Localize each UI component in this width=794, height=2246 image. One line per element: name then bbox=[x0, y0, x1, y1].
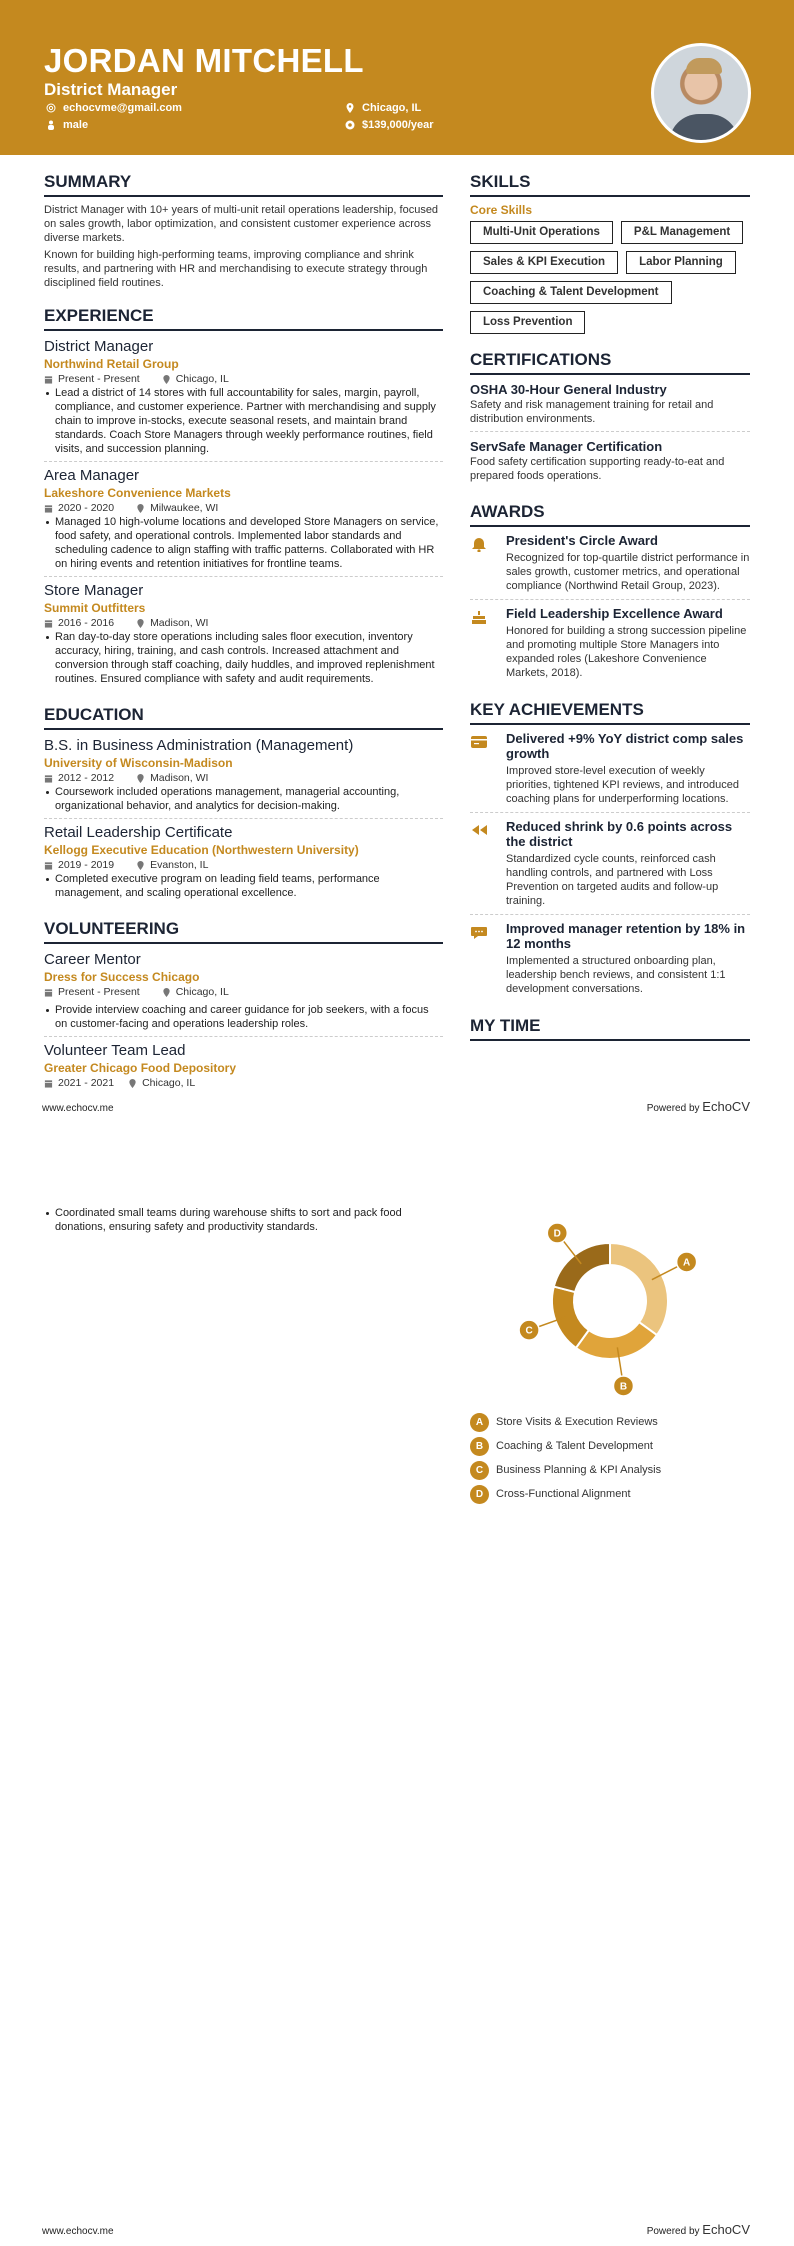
entry-location: Milwaukee, WI bbox=[150, 502, 219, 514]
pin-icon bbox=[128, 1079, 137, 1088]
contact-location bbox=[345, 102, 421, 114]
callout-label: B bbox=[619, 1381, 628, 1393]
awards-section bbox=[470, 502, 750, 686]
item-title: Reduced shrink by 0.6 points across the district bbox=[506, 819, 733, 849]
entry-bullet: Coursework included operations management, managerial accounting, organizational behavior, and analytics for decision-making. bbox=[44, 785, 443, 813]
legend-badge: D bbox=[470, 1485, 489, 1504]
entry-title: Career Mentor bbox=[44, 951, 141, 968]
volunteer-entry bbox=[44, 1041, 443, 1095]
section-heading: SKILLS bbox=[470, 172, 750, 197]
footer-powered bbox=[647, 2222, 750, 2237]
chat-icon bbox=[470, 924, 488, 940]
section-heading: VOLUNTEERING bbox=[44, 919, 443, 944]
legend-badge: C bbox=[470, 1461, 489, 1480]
section-heading: CERTIFICATIONS bbox=[470, 350, 750, 375]
entry-dates: 2019 - 2019 bbox=[58, 859, 115, 871]
money-icon bbox=[345, 120, 355, 130]
entry-dates: Present - Present bbox=[58, 986, 140, 998]
entry-org: Northwind Retail Group bbox=[44, 357, 179, 371]
mytime-chart-area bbox=[470, 1206, 750, 1506]
callout-label: A bbox=[683, 1257, 691, 1269]
legend-item bbox=[470, 1458, 750, 1482]
resume-header bbox=[0, 0, 794, 155]
entry-meta bbox=[44, 616, 443, 630]
item-desc: Improved store-level execution of weekly priorities, tightened KPI reviews, and introduced coaching plans for underperforming locations. bbox=[506, 765, 739, 805]
section-heading: KEY ACHIEVEMENTS bbox=[470, 700, 750, 725]
at-icon bbox=[46, 103, 56, 113]
candidate-title: District Manager bbox=[44, 80, 178, 99]
certification-item bbox=[470, 438, 750, 488]
experience-entry bbox=[44, 466, 443, 577]
education-entry bbox=[44, 823, 443, 905]
calendar-icon bbox=[44, 504, 53, 513]
entry-dates: 2020 - 2020 bbox=[58, 502, 115, 514]
brand-text: EchoCV bbox=[702, 1099, 750, 1114]
pin-icon bbox=[162, 375, 171, 384]
entry-org: Greater Chicago Food Depository bbox=[44, 1061, 237, 1075]
entry-dates: 2021 - 2021 bbox=[58, 1077, 115, 1089]
volunteer-entry-continued bbox=[44, 1206, 443, 1234]
calendar-icon bbox=[44, 1079, 53, 1088]
powered-text: Powered by bbox=[646, 1103, 700, 1114]
time-donut-chart bbox=[500, 1214, 720, 1404]
award-item bbox=[470, 606, 750, 686]
donut-slice bbox=[554, 1243, 610, 1292]
skill-tag: Sales & KPI Execution bbox=[470, 251, 618, 274]
skills-subheading: Core Skills bbox=[470, 203, 533, 217]
legend-badge: B bbox=[470, 1437, 489, 1456]
entry-org: Lakeshore Convenience Markets bbox=[44, 486, 231, 500]
skill-tag: P&L Management bbox=[621, 221, 743, 244]
legend-item bbox=[470, 1482, 750, 1506]
legend-label: Business Planning & KPI Analysis bbox=[496, 1464, 662, 1476]
legend-label: Cross-Functional Alignment bbox=[496, 1488, 631, 1500]
cert-desc: Food safety certification supporting ready-to-eat and prepared foods operations. bbox=[470, 456, 725, 482]
item-title: Field Leadership Excellence Award bbox=[506, 606, 723, 621]
legend-label: Store Visits & Execution Reviews bbox=[496, 1416, 658, 1428]
entry-bullet: Completed executive program on leading field teams, performance management, and scaling operational excellence. bbox=[44, 872, 443, 900]
entry-title: Volunteer Team Lead bbox=[44, 1042, 186, 1059]
experience-entry bbox=[44, 337, 443, 462]
calendar-icon bbox=[44, 375, 53, 384]
right-column bbox=[470, 172, 750, 1047]
entry-org: Kellogg Executive Education (Northwestern University) bbox=[44, 843, 359, 857]
legend-badge: A bbox=[470, 1413, 489, 1432]
page-two-footer bbox=[0, 2222, 794, 2237]
entry-dates: 2016 - 2016 bbox=[58, 617, 115, 629]
entry-title: B.S. in Business Administration (Management) bbox=[44, 737, 354, 754]
calendar-icon bbox=[44, 861, 53, 870]
legend-item bbox=[470, 1434, 750, 1458]
summary-paragraph: District Manager with 10+ years of multi-unit retail operations leadership, focused on sales growth, labor optimization, and consistent customer experience across diverse markets. bbox=[44, 204, 439, 244]
entry-location: Madison, WI bbox=[150, 617, 209, 629]
footer-site-link[interactable]: www.echocv.me bbox=[42, 2226, 114, 2237]
contact-gender bbox=[46, 119, 88, 131]
entry-meta bbox=[44, 372, 443, 386]
item-desc: Honored for building a strong succession pipeline and promoting multiple Store Managers into expanded roles (Lakeshore Convenience Markets, 2018). bbox=[506, 625, 747, 679]
footer-powered bbox=[647, 1099, 750, 1114]
award-item bbox=[470, 533, 750, 600]
chart-legend bbox=[470, 1410, 750, 1506]
item-title: Improved manager retention by 18% in 12 months bbox=[506, 921, 746, 951]
donut-slice bbox=[552, 1287, 589, 1348]
achievement-item bbox=[470, 921, 750, 1002]
entry-org: University of Wisconsin-Madison bbox=[44, 756, 233, 770]
calendar-icon bbox=[44, 619, 53, 628]
cake-icon bbox=[470, 609, 488, 625]
card-icon bbox=[470, 734, 488, 750]
pin-icon bbox=[136, 619, 145, 628]
summary-paragraph: Known for building high-performing teams, improving compliance and shrink results, and partnering with HR and merchandising to execute strategy through disciplined field routines. bbox=[44, 249, 428, 289]
experience-entry bbox=[44, 581, 443, 691]
cert-desc: Safety and risk management training for retail and distribution environments. bbox=[470, 399, 714, 425]
donut-slice bbox=[576, 1322, 657, 1359]
summary-section bbox=[44, 172, 443, 290]
entry-bullet: Managed 10 high-volume locations and developed Store Managers on service, food safety, and operational controls. Implemented labor standards and scheduling cadence to align staffing with traffic patterns. Collaborated with HR on hiring events and retention initiatives for frontline teams. bbox=[44, 515, 443, 571]
cert-title: OSHA 30-Hour General Industry bbox=[470, 382, 667, 397]
item-desc: Recognized for top-quartile district performance in sales growth, customer metrics, and operational compliance (Northwind Retail Group, 2023). bbox=[506, 552, 750, 592]
entry-meta bbox=[44, 1076, 443, 1090]
contact-email bbox=[46, 102, 182, 114]
page-one bbox=[0, 0, 794, 1099]
gender-text: male bbox=[63, 119, 89, 131]
entry-dates: 2012 - 2012 bbox=[58, 772, 115, 784]
entry-org: Dress for Success Chicago bbox=[44, 970, 200, 984]
entry-meta bbox=[44, 858, 443, 872]
page-one-footer bbox=[0, 1099, 794, 1114]
entry-location: Chicago, IL bbox=[142, 1077, 196, 1089]
entry-org: Summit Outfitters bbox=[44, 601, 146, 615]
education-section bbox=[44, 705, 443, 905]
section-heading: EXPERIENCE bbox=[44, 306, 443, 331]
powered-text: Powered by bbox=[646, 2226, 700, 2237]
entry-location: Madison, WI bbox=[150, 772, 209, 784]
skill-tag: Loss Prevention bbox=[470, 311, 585, 334]
skills-section bbox=[470, 172, 750, 334]
volunteering-section bbox=[44, 919, 443, 1095]
page-two bbox=[0, 1114, 794, 1506]
cert-title: ServSafe Manager Certification bbox=[470, 439, 663, 454]
skill-tag: Labor Planning bbox=[626, 251, 736, 274]
location-text: Chicago, IL bbox=[362, 102, 422, 114]
entry-meta bbox=[44, 501, 443, 515]
calendar-icon bbox=[44, 774, 53, 783]
entry-bullet: Provide interview coaching and career guidance for job seekers, with a focus on customer-facing and operations leadership roles. bbox=[44, 1003, 443, 1031]
person-icon bbox=[46, 120, 56, 130]
skill-tag: Coaching & Talent Development bbox=[470, 281, 672, 304]
item-title: Delivered +9% YoY district comp sales growth bbox=[506, 731, 744, 761]
section-heading: AWARDS bbox=[470, 502, 750, 527]
pin-icon bbox=[345, 103, 355, 113]
item-desc: Standardized cycle counts, reinforced cash handling controls, and partnered with Loss Prevention on targeted audits and follow-up training. bbox=[506, 853, 719, 907]
experience-section bbox=[44, 306, 443, 691]
entry-meta bbox=[44, 985, 443, 999]
entry-title: District Manager bbox=[44, 338, 154, 355]
contact-salary bbox=[345, 119, 434, 131]
mytime-section bbox=[470, 1016, 750, 1041]
achievement-item bbox=[470, 731, 750, 813]
profile-photo bbox=[651, 43, 751, 143]
education-entry bbox=[44, 736, 443, 819]
certifications-section bbox=[470, 350, 750, 488]
entry-title: Retail Leadership Certificate bbox=[44, 824, 233, 841]
legend-item bbox=[470, 1410, 750, 1434]
entry-bullet: Coordinated small teams during warehouse shifts to sort and pack food donations, ensuring safety and productivity standards. bbox=[44, 1206, 443, 1234]
certification-item bbox=[470, 381, 750, 432]
bell-icon bbox=[470, 536, 488, 552]
legend-label: Coaching & Talent Development bbox=[496, 1440, 653, 1452]
calendar-icon bbox=[44, 988, 53, 997]
entry-location: Chicago, IL bbox=[175, 373, 229, 385]
entry-title: Store Manager bbox=[44, 582, 144, 599]
rewind-icon bbox=[470, 822, 488, 838]
item-desc: Implemented a structured onboarding plan, leadership bench reviews, and consistent 1:1 development conversations. bbox=[506, 955, 726, 995]
footer-site-link[interactable]: www.echocv.me bbox=[42, 1103, 114, 1114]
pin-icon bbox=[136, 504, 145, 513]
pin-icon bbox=[136, 774, 145, 783]
entry-title: Area Manager bbox=[44, 467, 140, 484]
entry-dates: Present - Present bbox=[58, 373, 140, 385]
section-heading: EDUCATION bbox=[44, 705, 443, 730]
achievement-item bbox=[470, 819, 750, 915]
entry-location: Chicago, IL bbox=[175, 986, 229, 998]
achievements-section bbox=[470, 700, 750, 1002]
entry-bullet: Ran day-to-day store operations including sales floor execution, inventory accuracy, hiring, training, and cash controls. Increased attachment and conversion through staff coaching, daily huddles, and improved replenishment routines. Ensured compliance with safety and audit requirements. bbox=[44, 630, 443, 686]
entry-location: Evanston, IL bbox=[150, 859, 209, 871]
salary-text: $139,000/year bbox=[362, 119, 434, 131]
section-heading: MY TIME bbox=[470, 1016, 750, 1041]
entry-meta bbox=[44, 771, 443, 785]
pin-icon bbox=[162, 988, 171, 997]
brand-text: EchoCV bbox=[702, 2222, 750, 2237]
entry-bullet: Lead a district of 14 stores with full accountability for sales, margin, payroll, compliance, and customer experience. Partner with merchandising and supply chain to improve in-stocks, execute seasonal resets, and maintain brand standards. Coach Store Managers through weekly performance routines, field visits, and succession planning. bbox=[44, 386, 443, 456]
skill-tag: Multi-Unit Operations bbox=[470, 221, 613, 244]
email-text: echocvme@gmail.com bbox=[63, 102, 182, 114]
volunteer-entry bbox=[44, 950, 443, 1037]
callout-label: D bbox=[553, 1228, 561, 1240]
item-title: President's Circle Award bbox=[506, 533, 658, 548]
candidate-name: JORDAN MITCHELL bbox=[44, 42, 364, 79]
pin-icon bbox=[136, 861, 145, 870]
section-heading: SUMMARY bbox=[44, 172, 443, 197]
callout-label: C bbox=[525, 1325, 533, 1337]
left-column bbox=[44, 172, 443, 1099]
